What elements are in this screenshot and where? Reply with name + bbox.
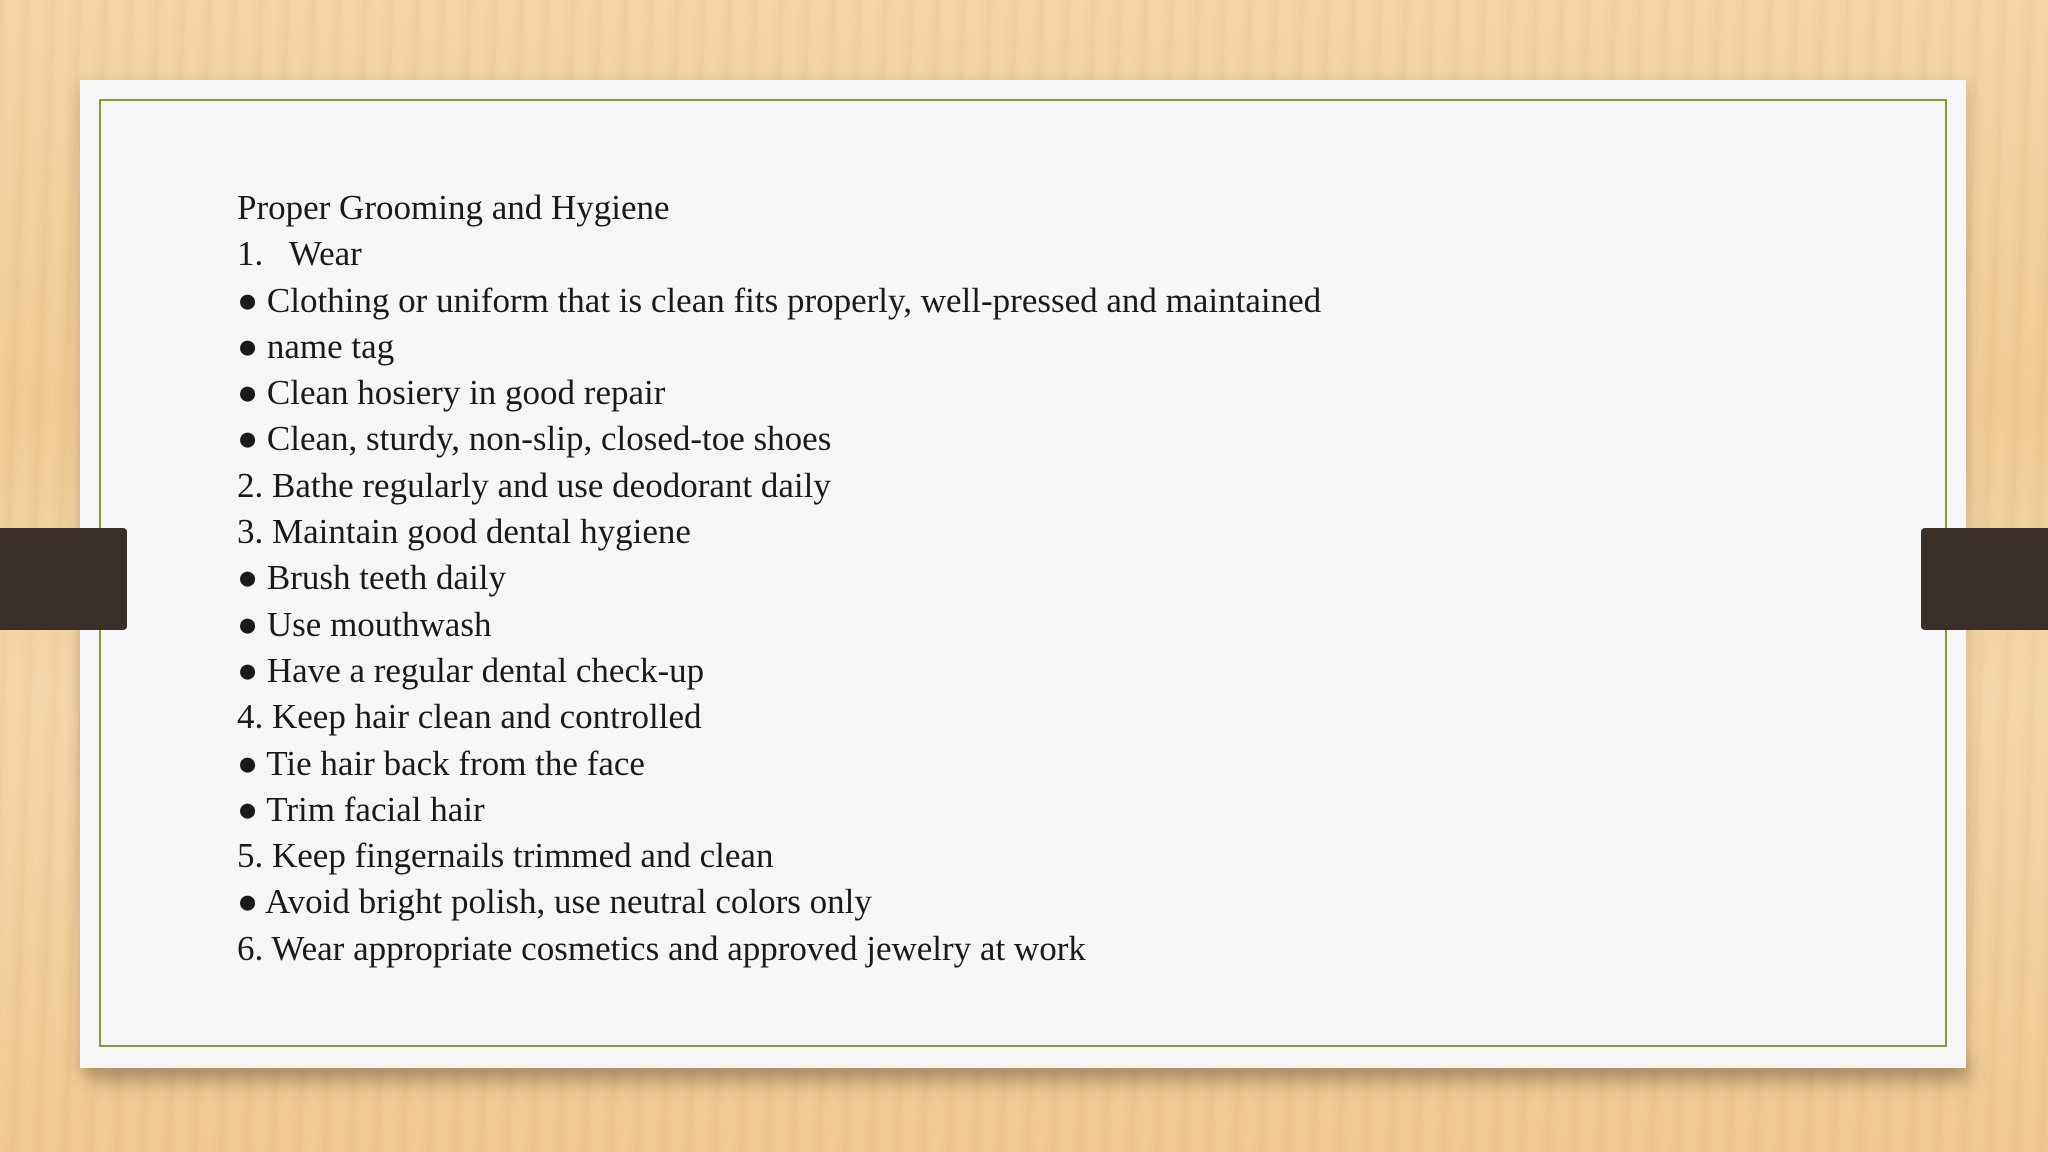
list-item: ● Brush teeth daily: [237, 558, 507, 598]
list-item: ● Have a regular dental check-up: [237, 650, 705, 690]
right-binder-clip: [1921, 528, 2048, 630]
list-item: 4. Keep hair clean and controlled: [237, 697, 702, 737]
list-item: 6. Wear appropriate cosmetics and approved jewelry at work: [237, 928, 1086, 968]
list-item: ● Clothing or uniform that is clean fits properly, well-pressed and maintained: [237, 280, 1322, 320]
list-item: 1. Wear: [237, 234, 362, 274]
list-item: ● Trim facial hair: [237, 789, 485, 829]
slide-content: [237, 185, 1321, 972]
list-item: ● Clean hosiery in good repair: [237, 373, 666, 413]
list-item: 2. Bathe regularly and use deodorant daily: [237, 465, 831, 505]
list-item: 3. Maintain good dental hygiene: [237, 512, 691, 552]
list-item: 5. Keep fingernails trimmed and clean: [237, 836, 774, 876]
list-item: ● Avoid bright polish, use neutral colors only: [237, 882, 872, 922]
left-binder-clip: [0, 528, 127, 630]
list-item: ● Use mouthwash: [237, 604, 492, 644]
slide-title: Proper Grooming and Hygiene: [237, 188, 670, 227]
list-item: ● Tie hair back from the face: [237, 743, 645, 783]
list-item: ● Clean, sturdy, non-slip, closed-toe shoes: [237, 419, 832, 459]
list-item: ● name tag: [237, 326, 395, 366]
